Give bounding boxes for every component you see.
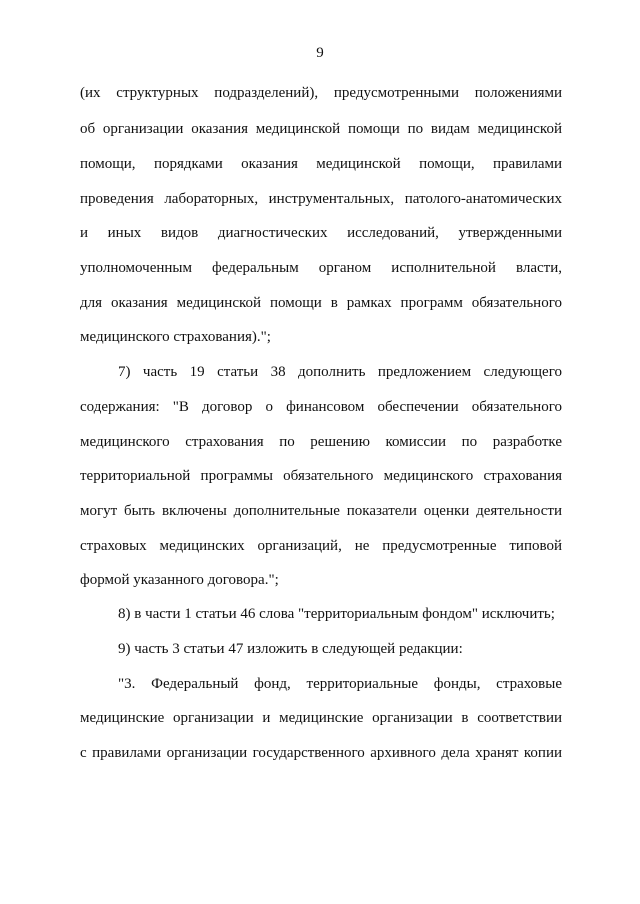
text-line: медицинского страхования)."; — [80, 329, 271, 345]
text-line: с правилами организации государственного архивного дела хранят копии — [80, 745, 562, 761]
paragraph-7-start: 7) часть 19 статьи 38 дополнить предложением следующего — [118, 364, 562, 380]
paragraph-9: 9) часть 3 статьи 47 изложить в следующей редакции: — [118, 641, 463, 657]
text-line: об организации оказания медицинской помощи по видам медицинской — [80, 121, 562, 137]
page-number: 9 — [316, 45, 324, 61]
text-line: проведения лабораторных, инструментальных, патолого-анатомических — [80, 191, 562, 207]
text-line: для оказания медицинской помощи в рамках программ обязательного — [80, 295, 562, 311]
text-line: могут быть включены дополнительные показатели оценки деятельности — [80, 503, 562, 519]
text-line: территориальной программы обязательного медицинского страхования — [80, 468, 562, 484]
paragraph-8: 8) в части 1 статьи 46 слова "территориальным фондом" исключить; — [118, 606, 555, 622]
text-line: уполномоченным федеральным органом исполнительной власти, — [80, 260, 562, 276]
text-line: формой указанного договора."; — [80, 572, 279, 588]
quoted-paragraph-3-start: "3. Федеральный фонд, территориальные фонды, страховые — [118, 676, 562, 692]
text-line: помощи, порядками оказания медицинской помощи, правилами — [80, 156, 562, 172]
text-line: медицинские организации и медицинские организации в соответствии — [80, 710, 562, 726]
text-line: содержания: "В договор о финансовом обеспечении обязательного — [80, 399, 562, 415]
text-line: (их структурных подразделений), предусмотренными положениями — [80, 85, 562, 101]
text-line: и иных видов диагностических исследований, утвержденными — [80, 225, 562, 241]
text-line: страховых медицинских организаций, не предусмотренные типовой — [80, 538, 562, 554]
text-line: медицинского страхования по решению комиссии по разработке — [80, 434, 562, 450]
